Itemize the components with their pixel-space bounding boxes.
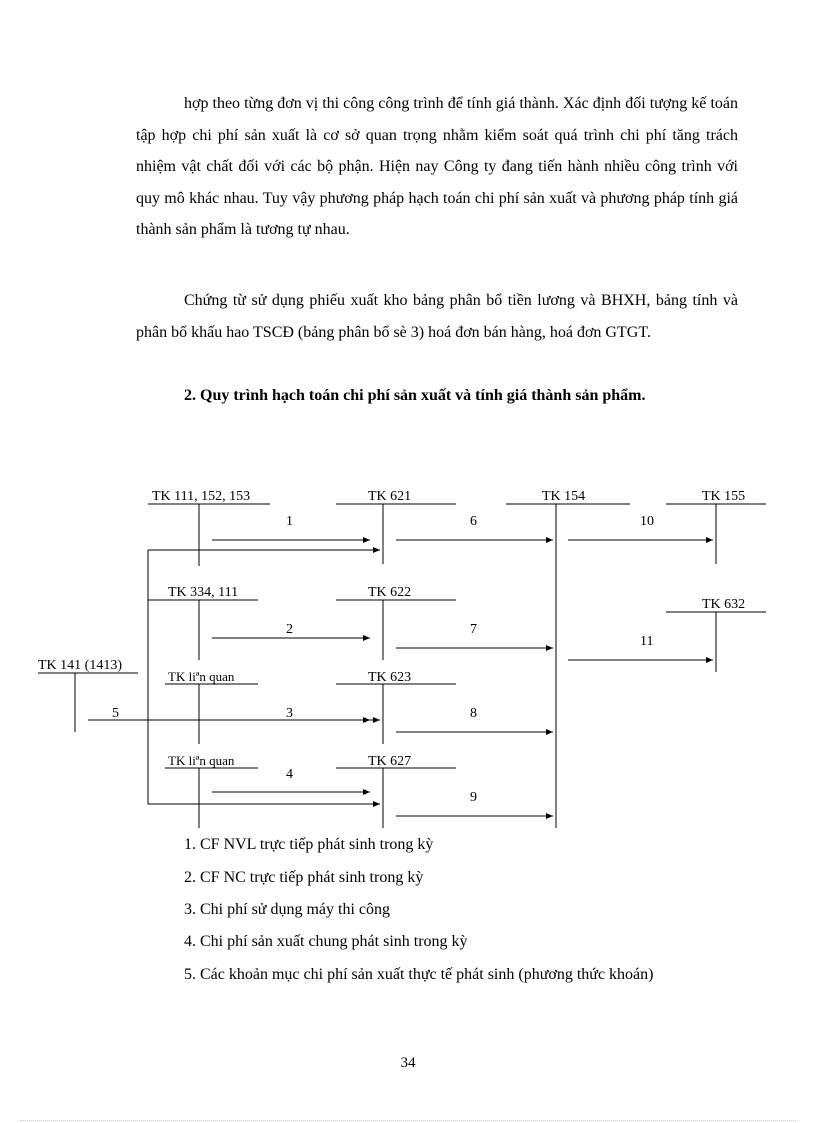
tk627-label: TK 627: [368, 754, 412, 769]
flow1-label: 1: [286, 514, 293, 529]
tk622-label: TK 622: [368, 585, 412, 600]
legend-item-5: 5. Các khoản mục chi phí sản xuất thực tế phát sinh (phương thức khoán): [184, 966, 654, 983]
page-number: 34: [400, 1055, 416, 1071]
accounting-flow-diagram: [0, 470, 816, 840]
legend-item-1: 1. CF NVL trực tiếp phát sinh trong kỳ: [184, 836, 434, 853]
tk334-label: TK 334, 111: [168, 585, 239, 600]
tk-lq2-label: TK liªn quan: [168, 753, 235, 768]
flow4-label: 4: [286, 767, 293, 782]
tk623-label: TK 623: [368, 670, 412, 685]
legend-item-4: 4. Chi phí sản xuất chung phát sinh trong kỳ: [184, 933, 468, 950]
paragraph-2: Chứng từ sử dụng phiếu xuất kho bảng phân bổ tiền lương và BHXH, bảng tính và phân bổ khấu hao TSCĐ (bảng phân bổ sè 3) hoá đơn bán hàng, hoá đơn GTGT.: [136, 292, 738, 341]
flow8-label: 8: [470, 706, 477, 721]
tk111-label: TK 111, 152, 153: [152, 489, 251, 504]
flow2-label: 2: [286, 622, 293, 637]
tk155-label: TK 155: [702, 489, 746, 504]
tk632-label: TK 632: [702, 597, 746, 612]
flow3-label: 3: [286, 706, 293, 721]
flow9-label: 9: [470, 790, 477, 805]
tk-lq1-label: TK liªn quan: [168, 669, 235, 684]
flow7-label: 7: [470, 622, 477, 637]
flow11-label: 11: [640, 634, 654, 649]
flow10-label: 10: [640, 514, 654, 529]
flow5-label: 5: [112, 706, 119, 721]
legend-item-3: 3. Chi phí sử dụng máy thi công: [184, 901, 390, 918]
tk141-label: TK 141 (1413): [38, 658, 122, 673]
paragraph-1: hợp theo từng đơn vị thi công công trình để tính giá thành. Xác định đối tượng kế toán tập hợp chi phí sản xuất là cơ sở quan trọng nhằm kiểm soát quá trình chi phí tăng trách nhiệm vật chất đối với các bộ phận. Hiện nay Công ty đang tiến hành nhiều công trình với quy mô khác nhau. Tuy vậy phương pháp hạch toán chi phí sản xuất và phương pháp tính giá thành sản phẩm là tương tự nhau.: [136, 95, 738, 238]
tk621-label: TK 621: [368, 489, 412, 504]
page-bottom-rule: [20, 1120, 796, 1121]
legend-item-2: 2. CF NC trực tiếp phát sinh trong kỳ: [184, 869, 424, 886]
tk154-label: TK 154: [542, 489, 586, 504]
flow6-label: 6: [470, 514, 477, 529]
section-heading: 2. Quy trình hạch toán chi phí sản xuất và tính giá thành sản phẩm.: [184, 387, 646, 404]
